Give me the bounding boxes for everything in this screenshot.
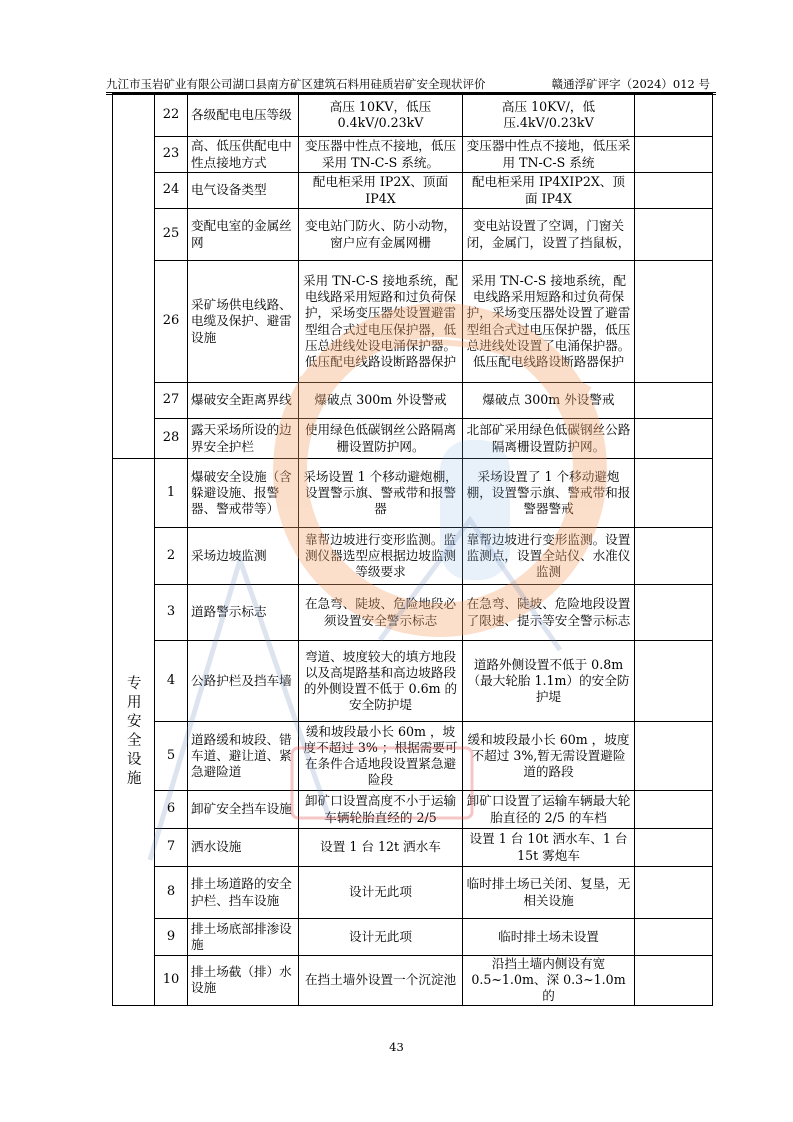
facility-name: 排土场截（排）水设施 [188,956,299,1006]
facility-name: 电气设备类型 [188,173,299,209]
table-row [113,956,713,1006]
table-row [113,829,713,867]
table-row [113,722,713,791]
remarks [635,383,713,419]
facility-name: 采矿场供电线路、电缆及保护、避雷设施 [188,261,299,383]
facility-name: 各级配电电压等级 [188,94,299,137]
page-header [106,76,714,92]
design-requirement: 配电柜采用 IP2X、顶面 IP4X [299,173,463,209]
row-number: 3 [155,585,188,641]
table-row [113,94,713,137]
facility-name: 排土场道路的安全护栏、挡车设施 [188,867,299,919]
row-number: 7 [155,829,188,867]
row-number: 2 [155,528,188,585]
remarks [635,209,713,261]
design-requirement: 缓和坡段最小长 60m ，坡度不超过 3% ；根据需要可在条件合适地段设置紧急避险段 [299,722,463,791]
facility-name: 卸矿安全挡车设施 [188,791,299,829]
remarks [635,459,713,528]
facility-name: 道路缓和坡段、错车道、避让道、紧急避险道 [188,722,299,791]
actual-status: 道路外侧设置不低于 0.8m（最大轮胎 1.1m）的安全防护堤 [463,641,635,722]
remarks [635,528,713,585]
row-number: 9 [155,919,188,956]
actual-status: 爆破点 300m 外设警戒 [463,383,635,419]
table-row [113,419,713,459]
design-requirement: 变电站门防火、防小动物，窗户应有金属网栅 [299,209,463,261]
actual-status: 北部矿采用绿色低碳钢丝公路隔离栅设置防护网。 [463,419,635,459]
design-requirement: 设置 1 台 12t 洒水车 [299,829,463,867]
report-title: 九江市玉岩矿业有限公司湖口县南方矿区建筑石料用硅质岩矿安全现状评价 [106,77,486,91]
facility-name: 爆破安全距离界线 [188,383,299,419]
page-number: 43 [389,1040,404,1054]
design-requirement: 设计无此项 [299,919,463,956]
row-number: 6 [155,791,188,829]
row-number: 26 [155,261,188,383]
facility-name: 变配电室的金属丝网 [188,209,299,261]
actual-status: 临时排土场已关闭、复垦，无相关设施 [463,867,635,919]
remarks [635,419,713,459]
actual-status: 卸矿口设置了运输车辆最大轮胎直径的 2/5 的车档 [463,791,635,829]
remarks [635,956,713,1006]
row-number: 8 [155,867,188,919]
design-requirement: 使用绿色低碳钢丝公路隔离栅设置防护网。 [299,419,463,459]
table-row [113,919,713,956]
row-number: 22 [155,94,188,137]
facility-name: 高、低压供配电中性点接地方式 [188,137,299,173]
actual-status: 变电站设置了空调，门窗关闭，金属门，设置了挡鼠板， [463,209,635,261]
remarks [635,173,713,209]
safety-facilities-table [112,93,713,1006]
actual-status: 沿挡土墙内侧设有宽 0.5~1.0m、深 0.3~1.0m 的 [463,956,635,1006]
design-requirement: 设计无此项 [299,867,463,919]
design-requirement: 采场设置 1 个移动避炮棚，设置警示旗、警戒带和报警器 [299,459,463,528]
design-requirement: 卸矿口设置高度不小于运输车辆轮胎直经的 2/5 [299,791,463,829]
facility-name: 露天采场所设的边界安全护栏 [188,419,299,459]
remarks [635,791,713,829]
table-row [113,173,713,209]
design-requirement: 在挡土墙外设置一个沉淀池 [299,956,463,1006]
row-number: 23 [155,137,188,173]
row-number: 27 [155,383,188,419]
facility-name: 公路护栏及挡车墙 [188,641,299,722]
remarks [635,94,713,137]
table-row [113,585,713,641]
table-row [113,641,713,722]
table-row [113,383,713,419]
remarks [635,641,713,722]
remarks [635,829,713,867]
actual-status: 设置 1 台 10t 洒水车、1 台 15t 雾炮车 [463,829,635,867]
row-number: 28 [155,419,188,459]
facility-name: 洒水设施 [188,829,299,867]
table-row [113,791,713,829]
facility-name: 采场边坡监测 [188,528,299,585]
category-cell-special [113,459,155,1006]
row-number: 10 [155,956,188,1006]
remarks [635,585,713,641]
remarks [635,919,713,956]
table-row [113,261,713,383]
facility-name: 道路警示标志 [188,585,299,641]
design-requirement: 高压 10KV，低压 0.4kV/0.23kV [299,94,463,137]
design-requirement: 爆破点 300m 外设警戒 [299,383,463,419]
design-requirement: 在急弯、陡坡、危险地段必须设置安全警示标志 [299,585,463,641]
table-row [113,528,713,585]
row-number: 24 [155,173,188,209]
actual-status: 采场设置了 1 个移动避炮棚，设置警示旗、警戒带和报警器警戒 [463,459,635,528]
design-requirement: 变压器中性点不接地，低压采用 TN-C-S 系统。 [299,137,463,173]
remarks [635,261,713,383]
row-number: 25 [155,209,188,261]
facility-name: 爆破安全设施（含躲避设施、报警器、警戒带等） [188,459,299,528]
table-row [113,459,713,528]
table-row [113,209,713,261]
facility-name: 排土场底部排渗设施 [188,919,299,956]
design-requirement: 靠帮边坡进行变形监测。监测仪器选型应根据边坡监测等级要求 [299,528,463,585]
design-requirement: 采用 TN-C-S 接地系统，配电线路采用短路和过负荷保护，采场变压器处设置避雷型组合式过电压保护器，低压总进线处设电涌保护器。低压配电线路设断路器保护 [299,261,463,383]
actual-status: 采用 TN-C-S 接地系统，配电线路采用短路和过负荷保护，采场变压器处设置了避雷型组合式过电压保护器，低压总进线处设置了电涌保护器。低压配电线路设断路器保护 [463,261,635,383]
actual-status: 高压 10KV/，低压.4kV/0.23kV [463,94,635,137]
actual-status: 配电柜采用 IP4XIP2X、顶面 IP4X [463,173,635,209]
actual-status: 变压器中性点不接地，低压采用 TN-C-S 系统 [463,137,635,173]
document-number: 赣通浮矿评字（2024）012 号 [551,77,710,91]
actual-status: 靠帮边坡进行变形监测。设置监测点，设置全站仪、水准仪监测 [463,528,635,585]
design-requirement: 弯道、坡度较大的填方地段以及高堤路基和高边坡路段的外侧设置不低于 0.6m 的安全防护堤 [299,641,463,722]
remarks [635,137,713,173]
actual-status: 临时排土场未设置 [463,919,635,956]
row-number: 5 [155,722,188,791]
remarks [635,722,713,791]
category-cell-general [113,94,155,459]
row-number: 1 [155,459,188,528]
remarks [635,867,713,919]
table-row [113,867,713,919]
row-number: 4 [155,641,188,722]
table-row [113,137,713,173]
actual-status: 在急弯、陡坡、危险地段设置了限速、提示等安全警示标志 [463,585,635,641]
category-label: 专用安全设施 [127,675,142,787]
actual-status: 缓和坡段最小长 60m ，坡度不超过 3%,暂无需设置避险道的路段 [463,722,635,791]
